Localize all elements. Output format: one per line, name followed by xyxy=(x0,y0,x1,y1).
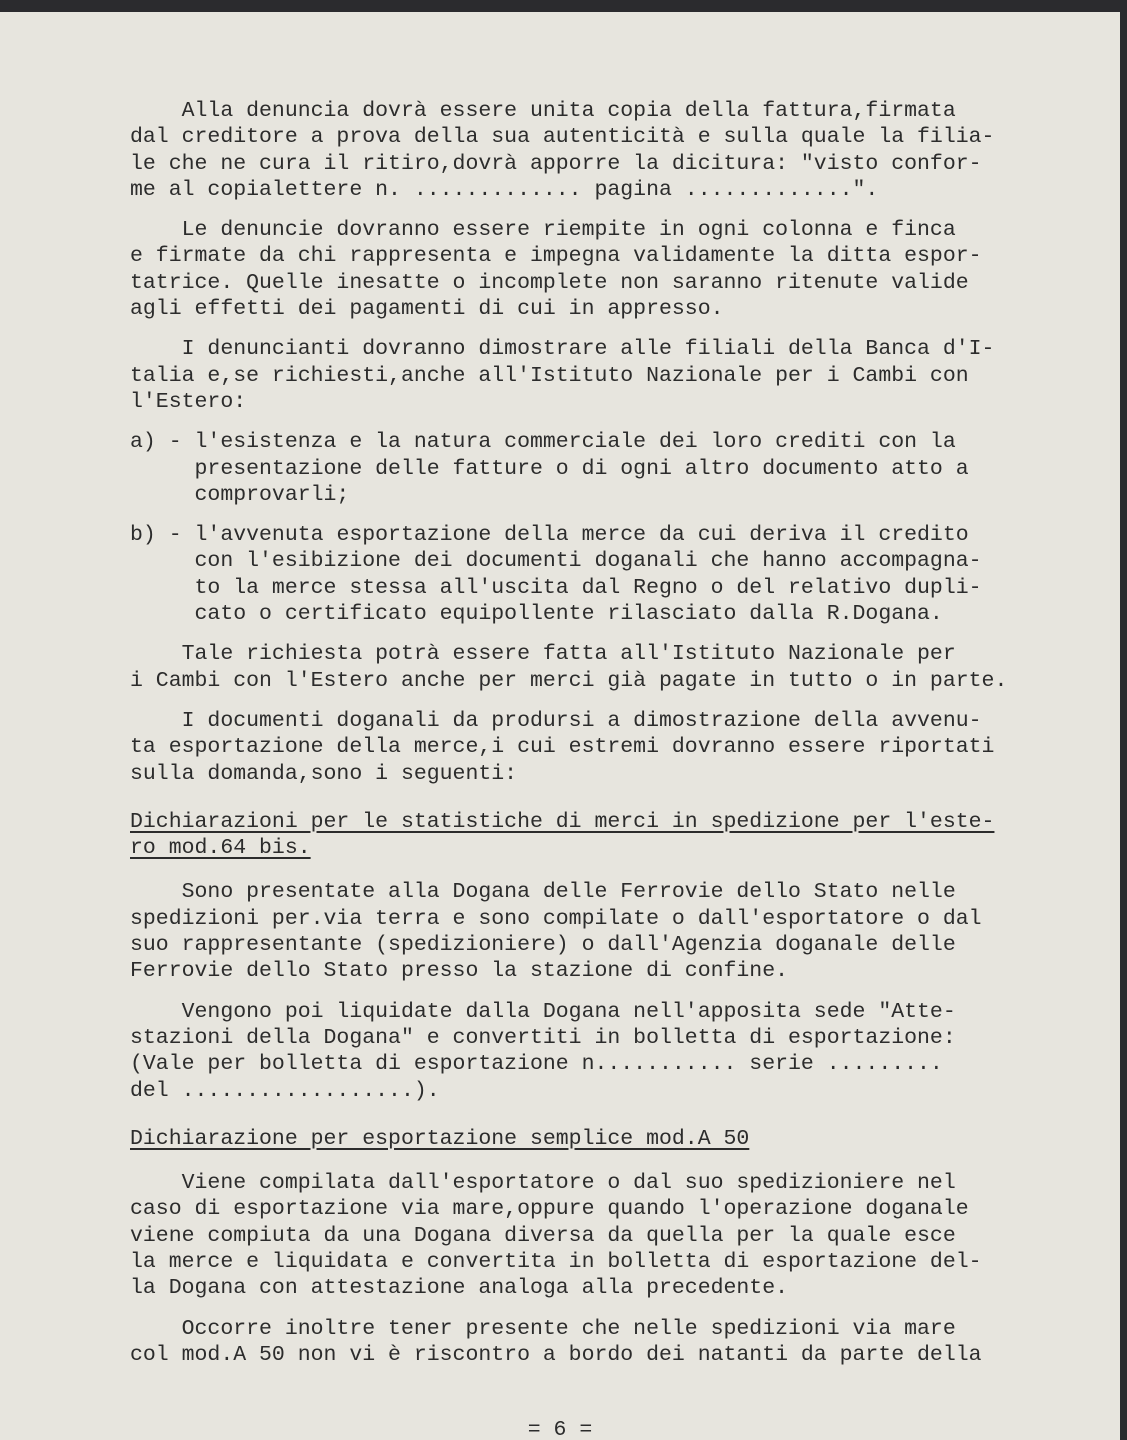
list-marker: b) - xyxy=(130,523,195,548)
list-marker: a) - xyxy=(130,430,195,455)
document-body xyxy=(130,98,1055,1382)
paragraph-richiesta: Tale richiesta potrà essere fatta all'Istituto Nazionale per i Cambi con l'Estero anche per merci già pagate in tutto o in parte. xyxy=(130,642,1008,693)
list-item-a xyxy=(130,429,1055,508)
paragraph-fattura: Alla denuncia dovrà essere unita copia della fattura,firmata dal creditore a prova della sua autenticità e sulla quale la filia- le che ne cura il ritiro,dovrà apporre la dicitura: "visto confor- me al copialettere n. ............. pagina .............". xyxy=(130,99,995,202)
paragraph-denuncie: Le denuncie dovranno essere riempite in ogni colonna e finca e firmate da chi rappresenta e impegna validamente la ditta espor- tatrice. Quelle inesatte o incomplete non saranno ritenute valide agli effetti dei pagamenti di cui in appresso. xyxy=(130,218,982,322)
paragraph-documenti: I documenti doganali da prodursi a dimostrazione della avvenu- ta esportazione della merce,i cui estremi dovranno essere riportati sulla domanda,sono i seguenti: xyxy=(130,708,995,786)
document-page xyxy=(0,12,1120,1440)
paragraph-presentate: Sono presentate alla Dogana delle Ferrovie dello Stato nelle spedizioni per.via terra e sono compilate o dall'esportatore o dal suo rappresentante (spedizioniere) o dall'Agenzia doganale delle Ferrovie dello Stato presso la stazione di confine. xyxy=(130,880,982,984)
list-item-b xyxy=(130,522,1055,627)
paragraph-occorre: Occorre inoltre tener presente che nelle spedizioni via mare col mod.A 50 non vi è riscontro a bordo dei natanti da parte della xyxy=(130,1316,982,1367)
paragraph-liquidate: Vengono poi liquidate dalla Dogana nell'apposita sede "Atte- stazioni della Dogana" e convertiti in bolletta di esportazione: (Vale per bolletta di esportazione n........... serie ......... del ..................). xyxy=(130,999,956,1103)
section-heading-modA50: Dichiarazione per esportazione semplice mod.A 50 xyxy=(130,1126,750,1151)
section-heading-mod64: Dichiarazioni per le statistiche di merci in spedizione per l'este- ro mod.64 bis. xyxy=(130,809,995,861)
page-number: = 6 = xyxy=(527,1418,593,1440)
list-item-text: l'esistenza e la natura commerciale dei loro crediti con la presentazione delle fatture o di ogni altro documento atto a comprovarli; xyxy=(194,430,969,507)
list-item-text: l'avvenuta esportazione della merce da cui deriva il credito con l'esibizione dei documenti doganali che hanno accompagna- to la merce stessa all'uscita dal Regno o del relativo dupli- cato o certificato equipollente rilasciato dalla R.Dogana. xyxy=(194,523,982,627)
paragraph-denuncianti: I denuncianti dovranno dimostrare alle filiali della Banca d'I- talia e,se richiesti,anche all'Istituto Nazionale per i Cambi con l'Estero: xyxy=(130,337,995,414)
paragraph-compilata: Viene compilata dall'esportatore o dal suo spedizioniere nel caso di esportazione via mare,oppure quando l'operazione doganale viene compiuta da una Dogana diversa da quella per la quale esce la merce e liquidata e convertita in bolletta di esportazione del- la Dogana con attestazione analoga alla precedente. xyxy=(130,1171,982,1301)
